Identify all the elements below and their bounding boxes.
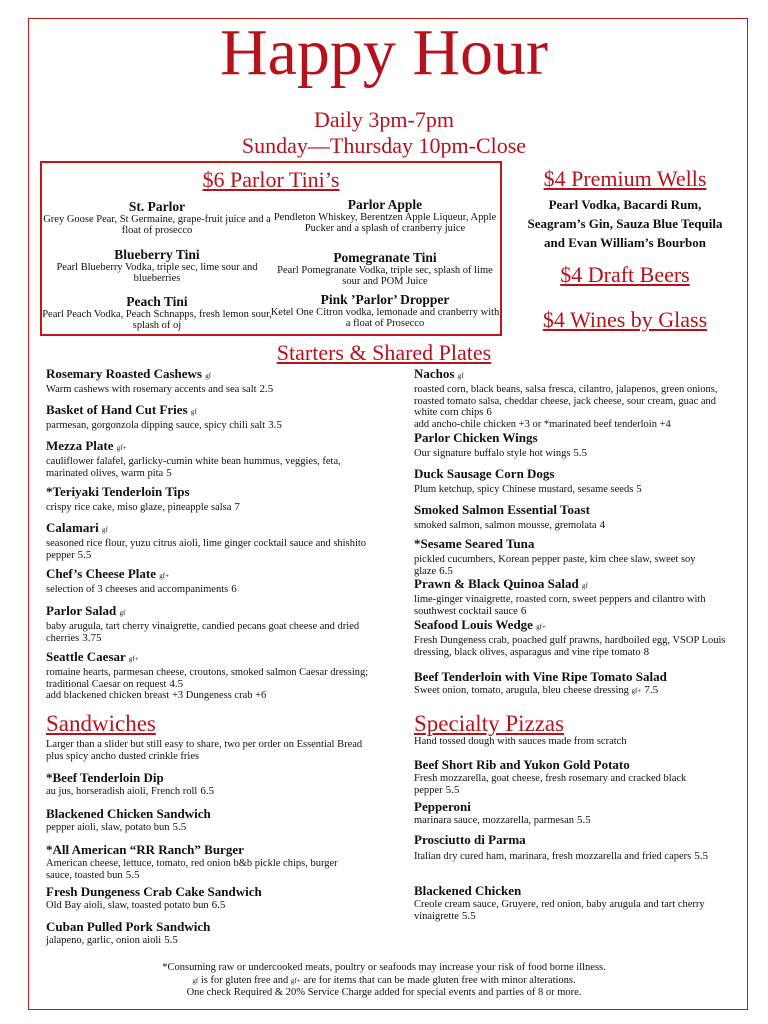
item-desc: lime-ginger vinaigrette, roasted corn, sweet peppers and cilantro with southwest cocktail sauce: [414, 594, 706, 617]
wells-line: Seagram’s Gin, Sauza Blue Tequila: [527, 216, 723, 231]
item-desc: cauliflower falafel, garlicky-cumin white bean hummus, veggies, feta, marinated olives, warm pita: [46, 456, 341, 479]
item-price: 5: [166, 466, 172, 479]
item-name: Nachos: [414, 366, 455, 381]
tini-name: Pomegranate Tini: [333, 250, 437, 265]
tini-desc: Pearl Pomegranate Vodka, triple sec, splash of lime sour and POM Juice: [277, 265, 493, 287]
item-desc: selection of 3 cheeses and accompaniments: [46, 584, 229, 595]
tini-item: [270, 250, 500, 287]
item-desc: jalapeno, garlic, onion aioli: [46, 935, 162, 946]
tini-item: [42, 247, 272, 284]
sandwiches-title: Sandwiches: [46, 711, 156, 736]
menu-item: [414, 536, 726, 576]
item-name: Mezza Plate: [46, 438, 114, 453]
pizzas-column: [414, 736, 726, 922]
item-desc: American cheese, lettuce, tomato, red onion b&b pickle chips, burger sauce, toasted bun: [46, 858, 338, 881]
item-price: 7.5: [644, 684, 659, 696]
item-desc: pepper aioli, slaw, potato bun: [46, 822, 170, 833]
tini-title: $6 Parlor Tini’s: [202, 167, 340, 192]
item-desc: Sweet onion, tomato, arugula, bleu cheese dressing: [414, 685, 629, 696]
item-desc: Italian dry cured ham, marinara, fresh mozzarella and fried capers: [414, 851, 692, 862]
daily-hours: Daily 3pm-7pm: [314, 107, 454, 132]
sandwiches-column: [46, 739, 366, 947]
sandwiches-intro: Larger than a slider but still easy to share, two per order on Essential Bread plus spicy ancho dusted crinkle fries: [46, 739, 363, 762]
menu-item: [46, 603, 371, 649]
item-price: 6.5: [211, 899, 226, 911]
item-desc: seasoned rice flour, yuzu citrus aioli, lime ginger cocktail sauce and shishito pepper: [46, 538, 367, 561]
footer-gluten-text: are for items that can be made gluten free with minor alterations.: [303, 974, 576, 986]
item-desc: Warm cashews with rosemary accents and sea salt: [46, 384, 257, 395]
gluten-tag: gf+: [290, 976, 301, 985]
starters-left-column: [46, 366, 371, 702]
footer-notes: [0, 962, 768, 1000]
item-name: Cuban Pulled Pork Sandwich: [46, 919, 211, 934]
menu-item: [46, 402, 371, 438]
menu-item: [414, 576, 726, 617]
menu-item: [414, 832, 726, 883]
item-price: 5.5: [172, 821, 187, 833]
footer-service-charge: One check Required & 20% Service Charge added for special events and parties of 8 or more.: [186, 987, 582, 998]
item-name: Smoked Salmon Essential Toast: [414, 502, 590, 517]
footer-gluten-note: [0, 975, 768, 988]
item-price: 5.5: [125, 868, 140, 881]
wells-title: $4 Premium Wells: [543, 166, 707, 191]
item-price: 6.5: [439, 564, 453, 577]
menu-item: [46, 919, 366, 947]
item-desc: marinara sauce, mozzarella, parmesan: [414, 815, 575, 826]
tini-desc: Pearl Blueberry Vodka, triple sec, lime sour and blueberries: [56, 262, 258, 284]
menu-item: [46, 520, 371, 566]
item-price: 6: [520, 604, 527, 617]
item-name: Beef Short Rib and Yukon Gold Potato: [414, 757, 630, 772]
item-desc: roasted corn, black beans, salsa fresca, cilantro, jalapenos, green onions, roasted tomato salsa, cheddar cheese, jack cheese, sour cream, guac and white corn chips: [414, 384, 718, 418]
item-name: Blackened Chicken: [414, 883, 522, 898]
beers-title: $4 Draft Beers: [560, 262, 690, 287]
item-desc: pickled cucumbers, Korean pepper paste, kim chee slaw, sweet soy glaze: [414, 554, 696, 577]
item-name: Seafood Louis Wedge: [414, 617, 533, 632]
gluten-tag: gf: [581, 582, 588, 590]
item-name: Parlor Chicken Wings: [414, 430, 538, 445]
tini-name: Blueberry Tini: [114, 247, 200, 262]
tini-item: [270, 197, 500, 234]
item-price: 5.5: [77, 548, 92, 561]
menu-item: [414, 617, 726, 669]
menu-item: [46, 438, 371, 484]
menu-item: [414, 430, 726, 466]
menu-item: [46, 770, 366, 806]
gluten-tag: gf+: [159, 572, 170, 580]
item-desc: smoked salmon, salmon mousse, gremolata: [414, 520, 597, 531]
menu-item: [414, 669, 726, 698]
wells-line: and Evan William’s Bourbon: [544, 235, 706, 250]
item-addon: add blackened chicken breast +3 Dungeness crab +6: [46, 690, 267, 701]
tini-name: St. Parlor: [128, 199, 186, 214]
late-hours: Sunday—Thursday 10pm-Close: [241, 133, 527, 158]
gluten-tag: gf+: [536, 623, 546, 631]
tini-name: Parlor Apple: [347, 197, 423, 212]
item-name: Basket of Hand Cut Fries: [46, 402, 188, 417]
item-price: 5.5: [573, 447, 588, 459]
gluten-tag: gf+: [128, 655, 139, 663]
item-name: Beef Tenderloin with Vine Ripe Tomato Salad: [414, 669, 667, 684]
menu-item: [46, 566, 371, 603]
item-price: 5.5: [577, 814, 591, 826]
tini-desc: Ketel One Citron vodka, lemonade and cranberry with a float of Prosecco: [270, 307, 500, 329]
gluten-tag: gf: [119, 609, 126, 617]
item-price: 5.5: [164, 934, 178, 946]
item-name: Chef’s Cheese Plate: [46, 566, 156, 581]
item-price: 8: [643, 645, 650, 658]
menu-item: [414, 366, 726, 430]
tini-desc: Grey Goose Pear, St Germaine, grape-fruit juice and a float of prosecco: [43, 214, 271, 236]
item-desc: Plum ketchup, spicy Chinese mustard, sesame seeds: [414, 484, 634, 495]
item-name: Calamari: [46, 520, 99, 535]
gluten-tag: gf: [192, 976, 199, 985]
tini-desc: Pendleton Whiskey, Berentzen Apple Liqueur, Apple Pucker and a splash of cranberry juice: [273, 212, 497, 234]
item-price: 6.5: [200, 785, 215, 797]
menu-item: [414, 757, 726, 799]
item-price: 6: [486, 406, 492, 418]
item-desc: parmesan, gorgonzola dipping sauce, spicy chili salt: [46, 420, 266, 431]
item-desc: Our signature buffalo style hot wings: [414, 448, 571, 459]
item-price: 5: [636, 483, 642, 495]
item-price: 5.5: [445, 783, 460, 796]
pizzas-title: Specialty Pizzas: [414, 711, 565, 736]
item-price: 3.5: [268, 419, 282, 431]
item-price: 5.5: [461, 909, 476, 922]
item-name: *Sesame Seared Tuna: [414, 536, 535, 551]
tini-name: Peach Tini: [126, 294, 188, 309]
footer-warning: *Consuming raw or undercooked meats, poultry or seafoods may increase your risk of food borne illness.: [162, 962, 606, 973]
item-price: 3.75: [82, 631, 102, 644]
tini-name: Pink ’Parlor’ Dropper: [320, 292, 450, 307]
starters-title: Starters & Shared Plates: [276, 340, 492, 365]
wells-list: [505, 195, 745, 252]
tini-box: [40, 161, 502, 336]
menu-item: [46, 484, 371, 520]
item-name: Pepperoni: [414, 799, 471, 814]
gluten-tag: gf: [101, 526, 108, 534]
item-name: Rosemary Roasted Cashews: [46, 366, 202, 381]
tini-item: [270, 292, 500, 329]
menu-item: [46, 366, 371, 402]
wines-title: $4 Wines by Glass: [542, 307, 708, 332]
wells-line: Pearl Vodka, Bacardi Rum,: [548, 197, 702, 212]
item-desc: Old Bay aioli, slaw, toasted potato bun: [46, 900, 209, 911]
menu-item: [414, 502, 726, 536]
item-price: 2.5: [259, 383, 274, 395]
item-price: 4: [599, 519, 606, 531]
item-name: Fresh Dungeness Crab Cake Sandwich: [46, 884, 262, 899]
menu-item: [46, 806, 366, 842]
menu-item: [414, 799, 726, 832]
item-desc: Fresh mozzarella, goat cheese, fresh rosemary and cracked black pepper: [414, 773, 687, 796]
item-addon: add ancho-chile chicken +3 or *marinated beef tenderloin +4: [414, 418, 671, 430]
menu-item: [414, 466, 726, 502]
item-desc: au jus, horseradish aioli, French roll: [46, 786, 198, 797]
item-name: *Beef Tenderloin Dip: [46, 770, 164, 785]
item-name: Blackened Chicken Sandwich: [46, 806, 211, 821]
item-name: Prawn & Black Quinoa Salad: [414, 576, 579, 591]
gluten-tag: gf: [190, 408, 197, 416]
gluten-tag: gf+: [631, 687, 642, 695]
item-desc: Creole cream sauce, Gruyere, red onion, baby arugula and tart cherry vinaigrette: [414, 899, 705, 922]
menu-item: [46, 649, 371, 702]
gluten-tag: gf: [205, 372, 212, 380]
item-desc: Fresh Dungeness crab, poached gulf prawns, hardboiled egg, VSOP Louis dressing, black olives, asparagus and vine ripe tomato: [414, 635, 726, 658]
item-name: Parlor Salad: [46, 603, 117, 618]
item-price: 5.5: [694, 850, 708, 862]
starters-right-column: [414, 366, 726, 698]
item-name: *All American “RR Ranch” Burger: [46, 842, 244, 857]
gluten-tag: gf: [457, 372, 464, 380]
menu-item: [46, 842, 366, 884]
tini-item: [42, 199, 272, 236]
item-name: *Teriyaki Tenderloin Tips: [46, 484, 190, 499]
tini-item: [42, 294, 272, 331]
footer-gluten-text: is for gluten free and: [200, 974, 289, 986]
item-price: 6: [231, 583, 237, 595]
tini-desc: Pearl Peach Vodka, Peach Schnapps, fresh lemon sour, splash of oj: [42, 309, 272, 331]
page-title: Happy Hour: [219, 16, 549, 89]
menu-item: [46, 884, 366, 919]
item-name: Seattle Caesar: [46, 649, 126, 664]
item-name: Prosciutto di Parma: [414, 832, 526, 847]
pizzas-intro: Hand tossed dough with sauces made from scratch: [414, 736, 627, 747]
item-price: 4.5: [169, 677, 184, 690]
item-desc: crispy rice cake, miso glaze, pineapple salsa: [46, 502, 232, 513]
item-price: 7: [234, 501, 240, 513]
gluten-tag: gf+: [116, 444, 127, 452]
menu-item: [414, 883, 726, 922]
item-desc: romaine hearts, parmesan cheese, croutons, smoked salmon Caesar dressing; traditional Caesar on request: [46, 667, 369, 690]
item-name: Duck Sausage Corn Dogs: [414, 466, 555, 481]
item-desc: baby arugula, tart cherry vinaigrette, candied pecans goat cheese and dried cherries: [46, 621, 360, 644]
